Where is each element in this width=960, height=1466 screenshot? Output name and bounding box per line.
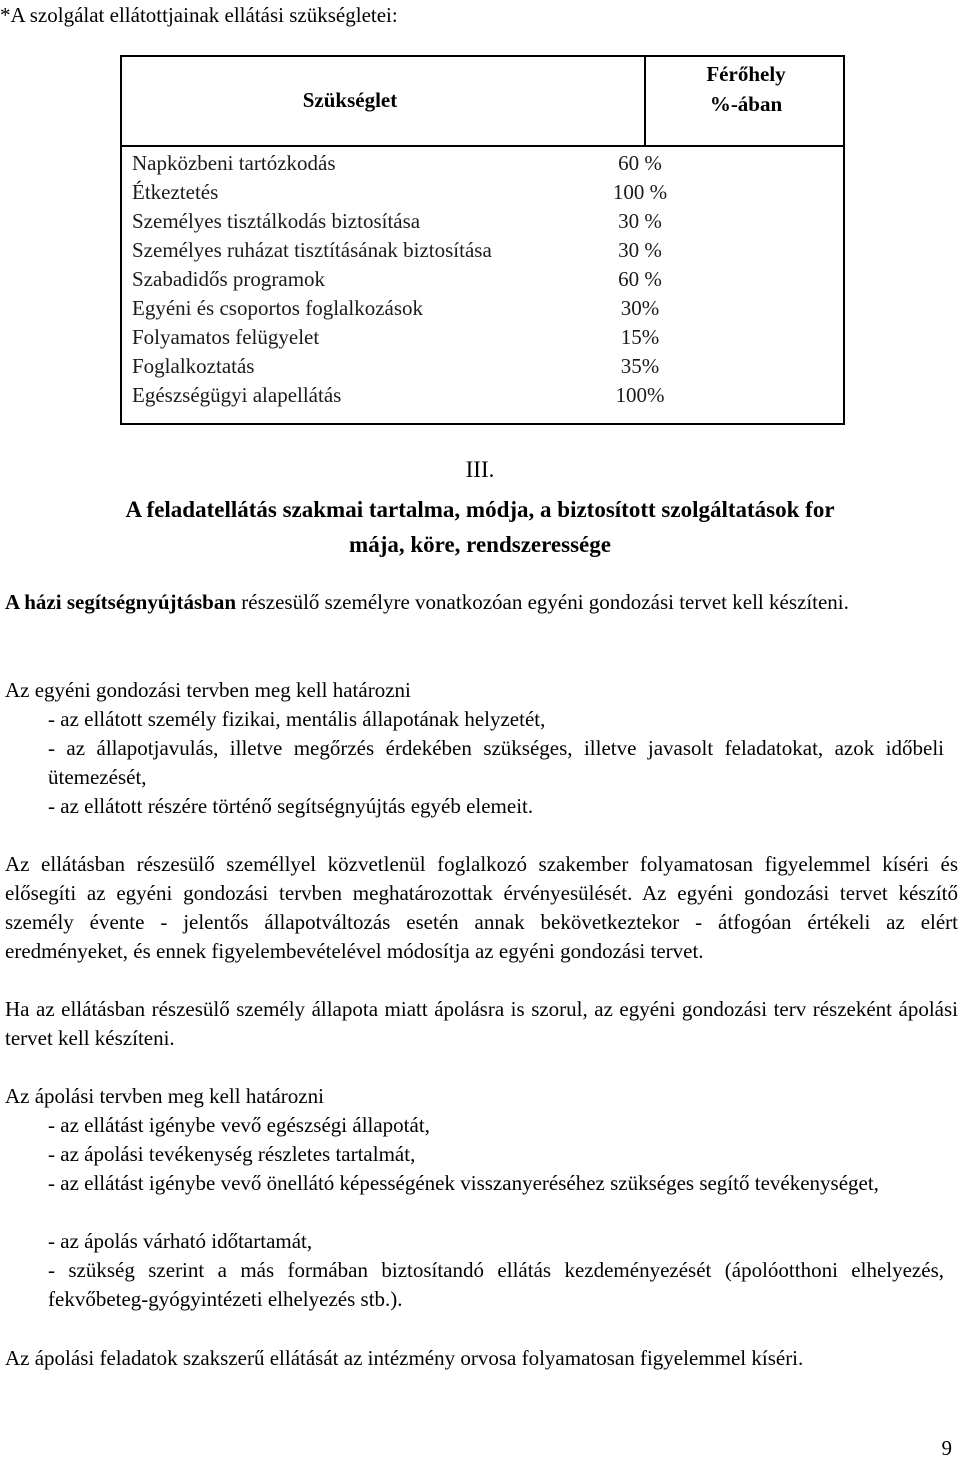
row-label: Folyamatos felügyelet — [132, 325, 320, 349]
table-row — [120, 265, 840, 294]
table-row — [120, 178, 840, 207]
row-value: 30 % — [618, 209, 662, 233]
care-plan-item: - az ellátott személy fizikai, mentális állapotának helyzetét, — [48, 707, 546, 731]
row-value: 60 % — [618, 267, 662, 291]
paragraph-doctor: Az ápolási feladatok szakszerű ellátását az intézmény orvosa folyamatosan figyelemmel kíséri. — [5, 1346, 804, 1370]
row-label: Személyes tisztálkodás biztosítása — [132, 209, 421, 233]
paragraph-rest: részesülő személyre vonatkozóan egyéni gondozási tervet kell készíteni. — [236, 590, 849, 614]
header-divider — [120, 145, 844, 147]
nursing-plan-lead: Az ápolási tervben meg kell határozni — [5, 1084, 324, 1108]
row-label: Napközbeni tartózkodás — [132, 151, 336, 175]
header-need: Szükséglet — [302, 88, 398, 112]
nursing-plan-item: - az ellátást igénybe vevő önellátó képességének visszanyeréséhez szükséges segítő tevékenységet, — [48, 1171, 879, 1195]
paragraph-monitoring: Az ellátásban részesülő személlyel közvetlenül foglalkozó szakember folyamatosan figyelemmel kíséri és elősegíti az egyéni gondozási tervben meghatározottak érvényesülését. Az egyéni gondozási tervet készítő személy évente - jelentős állapotváltozás esetén annak bekövetkeztekor - átfogóan értékeli az elért eredményeket, és ennek figyelembevételével módosítja az egyéni gondozási tervet. — [5, 852, 958, 963]
section-title-line2: mája, köre, rendszeressége — [349, 532, 611, 557]
row-value: 100% — [615, 383, 665, 407]
section-number: III. — [465, 457, 495, 482]
table-row — [120, 352, 840, 381]
care-plan-item: - az ellátott részére történő segítségnyújtás egyéb elemeit. — [48, 794, 534, 818]
section-title — [0, 492, 960, 562]
section-title-line1: A feladatellátás szakmai tartalma, módja, a biztosított szolgáltatások for — [125, 497, 835, 522]
paragraph-home-help — [5, 588, 958, 617]
row-label: Foglalkoztatás — [132, 354, 255, 378]
nursing-plan-item: - az ápolási tevékenység részletes tartalmát, — [48, 1142, 416, 1166]
row-label: Szabadidős programok — [132, 267, 326, 291]
table-row — [120, 207, 840, 236]
row-value: 30 % — [618, 238, 662, 262]
table-row — [120, 381, 840, 410]
paragraph-bold-lead: A házi segítségnyújtásban — [5, 590, 237, 614]
care-plan-lead: Az egyéni gondozási tervben meg kell határozni — [5, 678, 411, 702]
header-place-line2: %-ában — [709, 92, 783, 116]
row-value: 30% — [620, 296, 660, 320]
nursing-plan-item: - az ellátást igénybe vevő egészségi állapotát, — [48, 1113, 430, 1137]
table-row — [120, 236, 840, 265]
row-label: Egészségügyi alapellátás — [132, 383, 342, 407]
intro-text: *A szolgálat ellátottjainak ellátási szükségletei: — [0, 3, 398, 27]
row-value: 15% — [620, 325, 660, 349]
header-place — [646, 59, 846, 119]
row-label: Személyes ruházat tisztításának biztosítása — [132, 238, 492, 262]
table-row — [120, 294, 840, 323]
row-value: 60 % — [618, 151, 662, 175]
care-plan-item: - az állapotjavulás, illetve megőrzés érdekében szükséges, illetve javasolt feladatokat, azok időbeli ütemezését, — [48, 736, 944, 789]
table-row — [120, 149, 840, 178]
nursing-plan-item: - az ápolás várható időtartamát, — [48, 1229, 313, 1253]
row-label: Étkeztetés — [132, 180, 219, 204]
header-place-line1: Férőhely — [706, 62, 786, 86]
page-number: 9 — [941, 1436, 952, 1460]
row-value: 100 % — [612, 180, 668, 204]
row-label: Egyéni és csoportos foglalkozások — [132, 296, 424, 320]
row-value: 35% — [620, 354, 660, 378]
nursing-plan-item: - szükség szerint a más formában biztosítandó ellátás kezdeményezését (ápolóotthoni elhelyezés, fekvőbeteg-gyógyintézeti elhelyezés stb.). — [48, 1258, 944, 1311]
needs-table — [120, 55, 844, 424]
table-row — [120, 323, 840, 352]
paragraph-nursing: Ha az ellátásban részesülő személy állapota miatt ápolásra is szorul, az egyéni gondozási terv részeként ápolási tervet kell készíteni. — [5, 997, 958, 1050]
